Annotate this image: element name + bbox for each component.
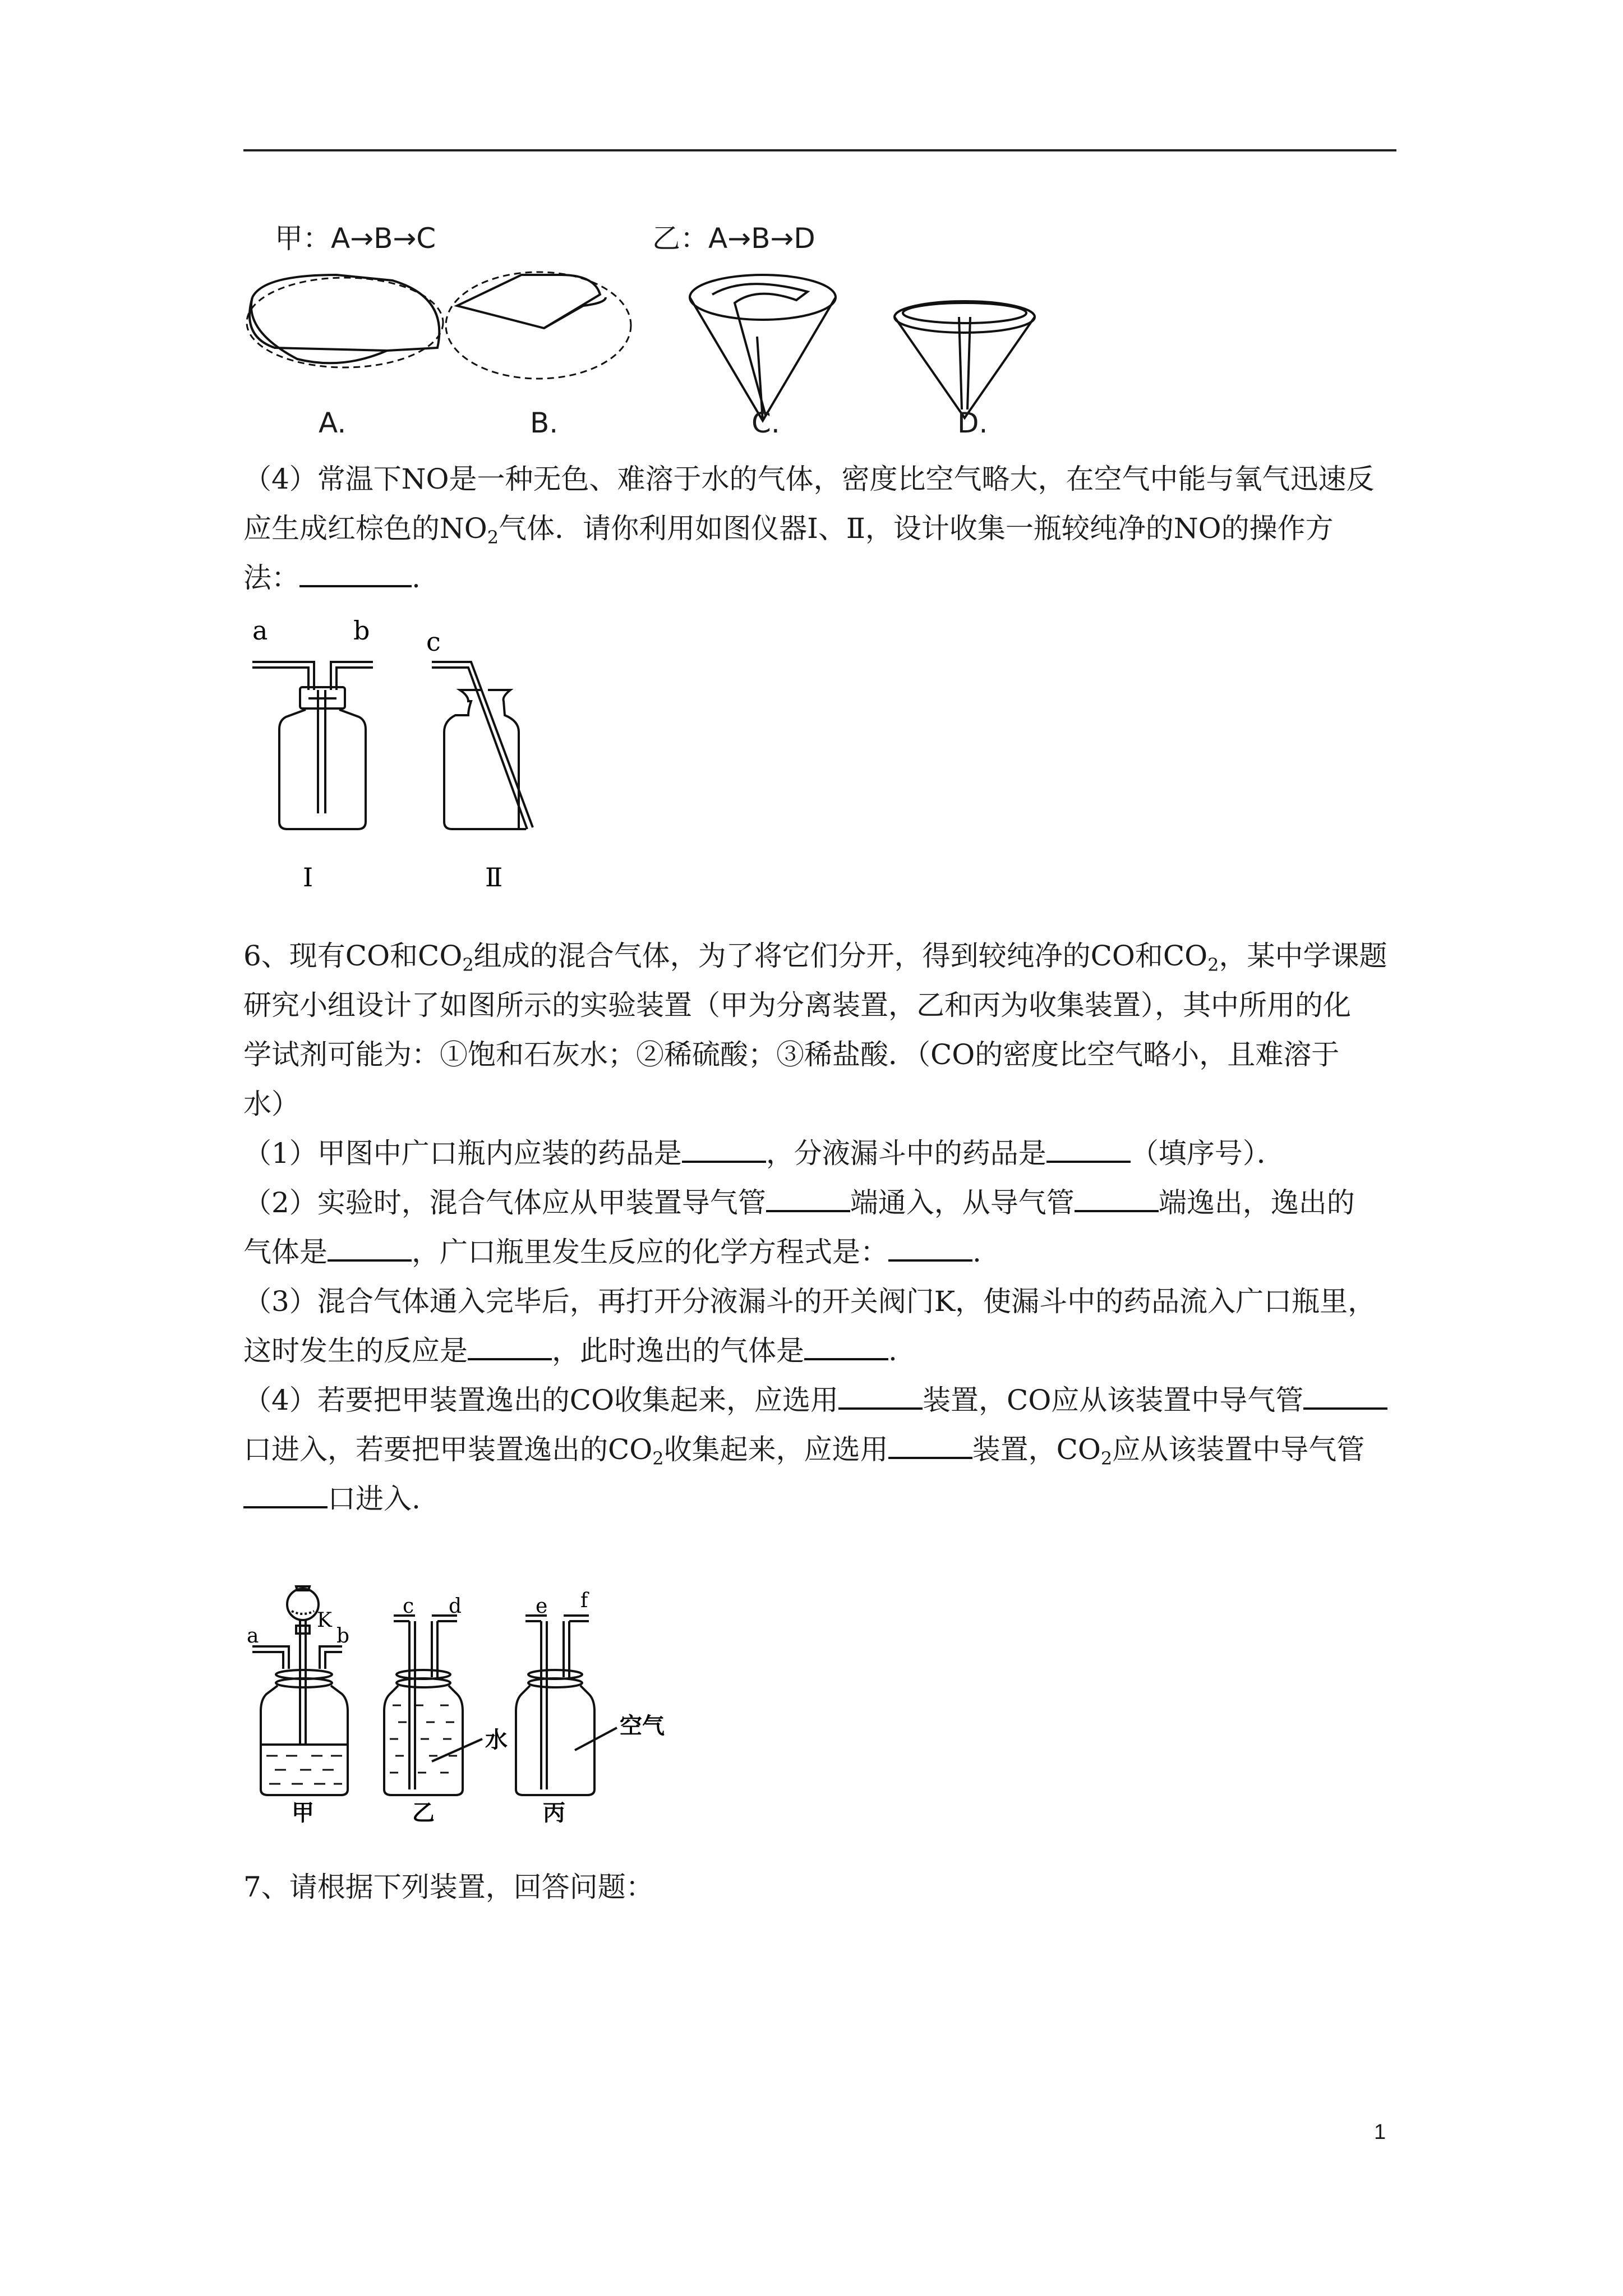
q6-part2-line1: （2）实验时，混合气体应从甲装置导气管 端通入，从导气管 端逸出，逸出的 [243, 1178, 1355, 1227]
jia-sequence-label: 甲：A→B→C [275, 222, 436, 255]
q6-part1: （1）甲图中广口瓶内应装的药品是 ，分液漏斗中的药品是 （填序号）． [243, 1129, 1285, 1178]
q6-line4: 水） [243, 1088, 299, 1120]
filter-paper-figure [241, 264, 1060, 449]
label-bottle-two: Ⅱ [485, 862, 503, 892]
valve-label-k: K [317, 1609, 332, 1632]
label-d: D. [957, 407, 988, 439]
q5-4-line1: （4）常温下NO是一种无色、难溶于水的气体，密度比空气略大，在空气中能与氧气迅速反 [243, 463, 1375, 495]
tube-label-jia-a: a [247, 1625, 259, 1648]
q6-line3: 学试剂可能为：①饱和石灰水；②稀硫酸；③稀盐酸．（CO的密度比空气略小，且难溶于 [243, 1038, 1340, 1071]
bottle-one [252, 662, 373, 829]
tube-label-b: b [353, 615, 370, 646]
q5-4-line3: 法： . [243, 553, 421, 602]
tube-label-c: c [403, 1595, 414, 1618]
label-jia: 甲 [292, 1800, 314, 1826]
label-yi: 乙 [412, 1800, 435, 1826]
tube-label-d: d [449, 1595, 462, 1618]
tube-label-f: f [580, 1589, 588, 1612]
q7-text: 7、请根据下列装置，回答问题： [243, 1871, 654, 1903]
label-bottle-one: Ⅰ [303, 862, 313, 892]
q6-part4-line1: （4）若要把甲装置逸出的CO收集起来，应选用 装置，CO应从该装置中导气管 [243, 1375, 1387, 1425]
q6-part3-line1: （3）混合气体通入完毕后，再打开分液漏斗的开关阀门K，使漏斗中的药品流入广口瓶里， [243, 1285, 1376, 1318]
tube-label-e: e [536, 1595, 548, 1618]
cone-c-shape [690, 275, 836, 421]
apparatus-jia [252, 1586, 348, 1795]
q6-line2: 研究小组设计了如图所示的实验装置（甲为分离装置，乙和丙为收集装置），其中所用的化 [243, 989, 1351, 1022]
fold-b-shape [446, 272, 631, 379]
label-a: A. [319, 407, 347, 439]
label-bing: 丙 [543, 1800, 565, 1826]
cone-d-shape [895, 301, 1035, 418]
apparatus-bing [516, 1616, 617, 1795]
label-b: B. [530, 407, 559, 439]
q6-part4-line3: 口进入. [243, 1474, 421, 1524]
apparatus-figure [247, 1576, 684, 1826]
fold-a-shape [247, 275, 443, 367]
bottle-two [432, 662, 533, 829]
tube-label-jia-b: b [336, 1625, 350, 1648]
tube-label-c: c [426, 627, 441, 657]
q6-line1: 6、现有CO和$CO_2$组成的混合气体，为了将它们分开，得到较纯净的CO和$CO_2$，某中学课题 [243, 940, 1387, 976]
water-label: 水 [485, 1727, 508, 1753]
bottle-figure [247, 617, 606, 903]
tube-label-a: a [252, 615, 268, 646]
page-number: 1 [1374, 2120, 1386, 2144]
q6-part2-line2: 气体是 ，广口瓶里发生反应的化学方程式是： . [243, 1227, 981, 1277]
answer-blank [299, 559, 412, 587]
header-rule [243, 149, 1396, 151]
q6-part3-line2: 这时发生的反应是 ，此时逸出的气体是 . [243, 1326, 897, 1375]
yi-sequence-label: 乙：A→B→D [652, 222, 815, 255]
q5-4-line2: 应生成红棕色的$NO_2$气体．请你利用如图仪器Ⅰ、Ⅱ，设计收集一瓶较纯净的NO的操作方 [243, 512, 1334, 548]
apparatus-yi [384, 1616, 482, 1795]
q6-part4-line2: 口进入，若要把甲装置逸出的$CO_2$收集起来，应选用 装置，$CO_2$应从该装置中导气管 [243, 1425, 1364, 1483]
air-label: 空气 [620, 1713, 665, 1739]
label-c: C. [751, 407, 780, 439]
